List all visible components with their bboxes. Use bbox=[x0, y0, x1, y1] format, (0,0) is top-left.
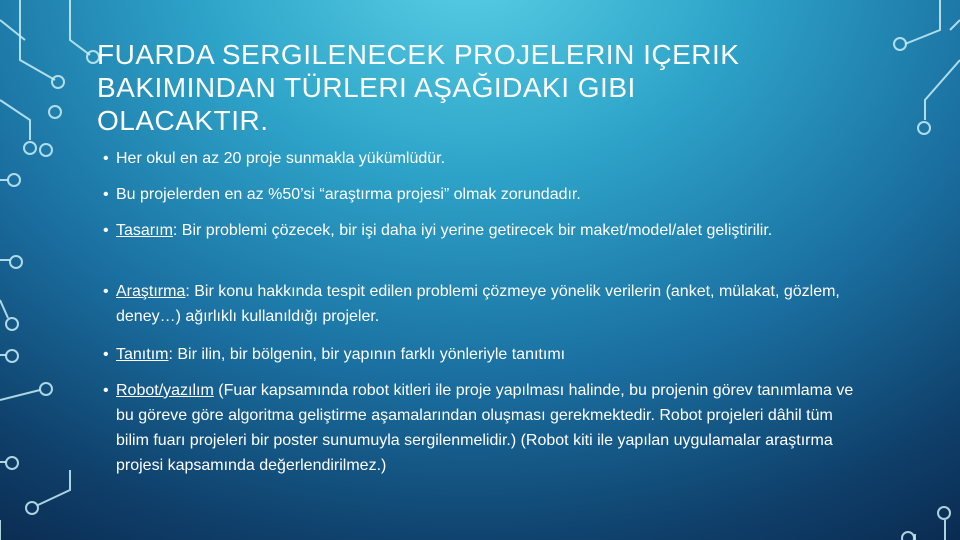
bullet-text-body: Bu projelerden en az %50’si “araştırma projesi” olmak zorundadır. bbox=[116, 186, 581, 203]
bullet-dot: • bbox=[103, 222, 109, 239]
bullet-term: Tanıtım bbox=[116, 346, 169, 363]
bullet-dot: • bbox=[103, 283, 109, 300]
bullet-term: Tasarım bbox=[116, 222, 173, 239]
bullet-text-body: Her okul en az 20 proje sunmakla yükümlüdür. bbox=[116, 150, 446, 167]
bullet-text bbox=[116, 378, 867, 478]
bullet-term: Robot/yazılım bbox=[116, 382, 214, 399]
title-line-3: OLACAKTIR. bbox=[97, 105, 269, 136]
bullet-text-body: : Bir konu hakkında tespit edilen problemi çözmeye yönelik verilerin (anket, mülakat, gözlem, deney…) ağırlıklı kullanıldığı projeler. bbox=[116, 283, 840, 325]
bullet-item bbox=[97, 342, 867, 367]
bullet-text-body: : Bir ilin, bir bölgenin, bir yapının farklı yönleriyle tanıtımı bbox=[168, 346, 566, 363]
bullet-text bbox=[116, 218, 867, 243]
bullet-text-body: (Fuar kapsamında robot kitleri ile proje yapılması halinde, bu projenin görev tanımlama ve bu göreve göre algoritma geliştirme aşamalarından oluşması gerekmektedir. Robot projeleri dâhil tüm bilim fuarı projeleri bir poster sunumuyla sergilenmelidir.) (Robot kiti ile yapılan uygulamalar araştırma projesi kapsamında değerlendirilmez.) bbox=[116, 382, 854, 474]
title-line-1: FUARDA SERGILENECEK PROJELERIN IÇERIK bbox=[97, 39, 740, 70]
bullet-item bbox=[97, 378, 867, 478]
bullet-item bbox=[97, 279, 867, 329]
bullet-text bbox=[116, 279, 867, 329]
bullet-term: Araştırma bbox=[116, 283, 186, 300]
bullet-dot: • bbox=[103, 346, 109, 363]
bullet-dot: • bbox=[103, 382, 109, 399]
bullet-item bbox=[97, 218, 867, 243]
slide-title bbox=[97, 38, 857, 137]
bullet-item bbox=[97, 146, 867, 171]
bullet-text bbox=[116, 342, 867, 367]
bullet-item bbox=[97, 182, 867, 207]
bullet-text bbox=[116, 146, 867, 171]
bullet-text-body: : Bir problemi çözecek, bir işi daha iyi yerine getirecek bir maket/model/alet geliştirilir. bbox=[172, 222, 773, 239]
bullet-text bbox=[116, 182, 867, 207]
bullet-dot: • bbox=[103, 150, 109, 167]
bullet-dot: • bbox=[103, 186, 109, 203]
title-line-2: BAKIMINDAN TÜRLERI AŞAĞIDAKI GIBI bbox=[97, 72, 636, 103]
